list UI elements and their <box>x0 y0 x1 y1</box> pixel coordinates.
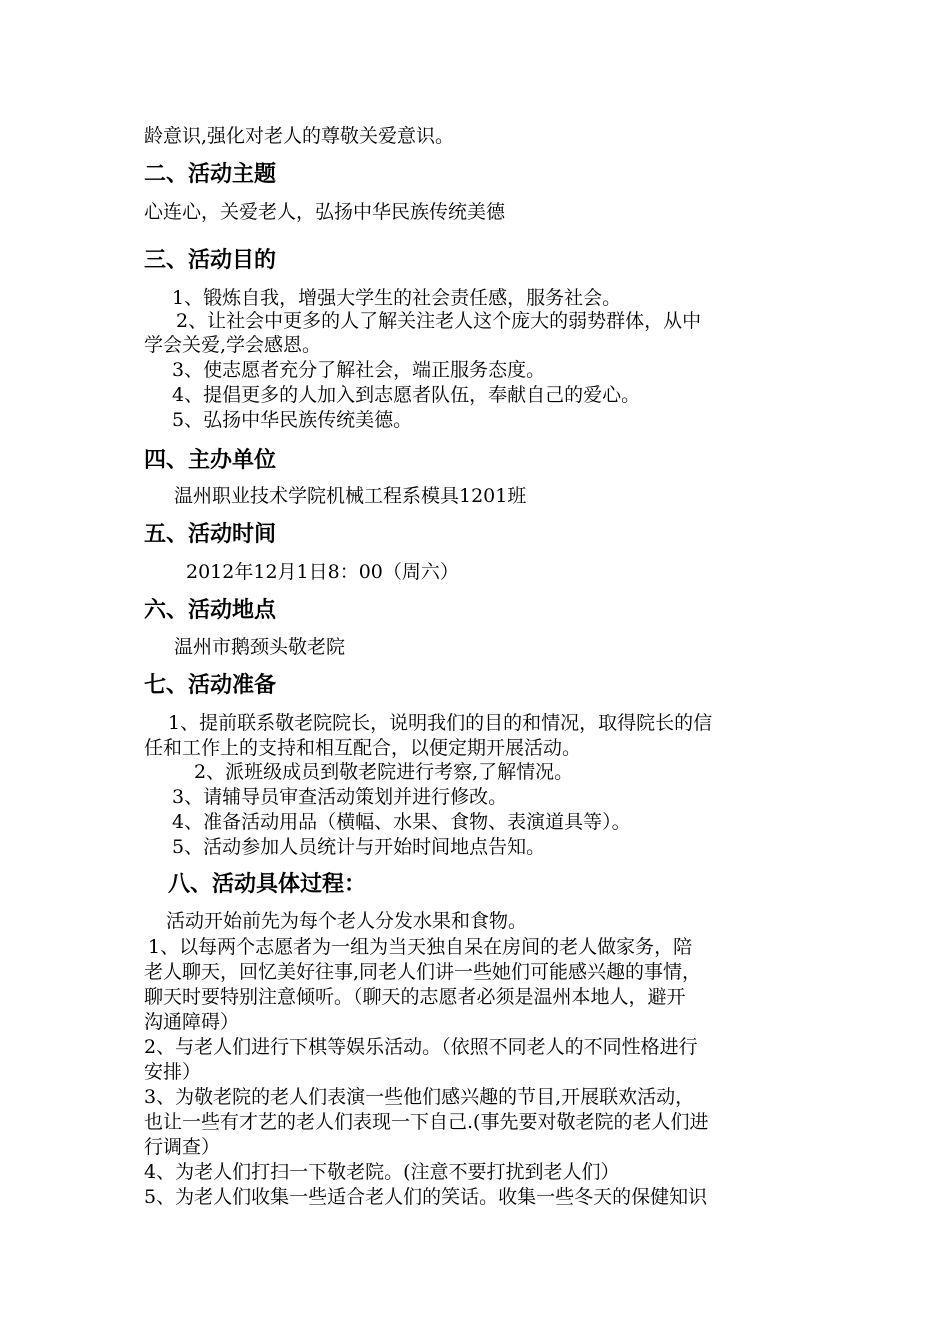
section-7-heading: 七、活动准备 <box>144 673 277 698</box>
section-8-line: 沟通障碍） <box>144 1011 240 1033</box>
section-4-text: 温州职业技术学院机械工程系模具1201班 <box>174 485 527 507</box>
section-5-heading: 五、活动时间 <box>144 522 277 547</box>
section-6-heading: 六、活动地点 <box>144 598 277 623</box>
section-8-line: 聊天时要特别注意倾听。（聊天的志愿者必须是温州本地人，避开 <box>144 986 686 1008</box>
section-8-line: 安排） <box>144 1061 202 1083</box>
section-8-line: 4、为老人们打扫一下敬老院。(注意不要打扰到老人们） <box>144 1161 620 1183</box>
section-3-item: 3、使志愿者充分了解社会，端正服务态度。 <box>172 359 546 381</box>
section-3-heading: 三、活动目的 <box>144 248 277 273</box>
section-3-item: 2、让社会中更多的人了解关注老人这个庞大的弱势群体，从中 <box>176 310 702 332</box>
section-8-line: 活动开始前先为每个老人分发水果和食物。 <box>166 910 528 932</box>
section-2-heading: 二、活动主题 <box>144 162 277 187</box>
section-8-line: 3、为敬老院的老人们表演一些他们感兴趣的节目,开展联欢活动， <box>144 1086 695 1108</box>
section-8-line: 老人聊天，回忆美好往事,同老人们讲一些她们可能感兴趣的事情， <box>144 961 702 983</box>
section-7-item: 任和工作上的支持和相互配合，以便定期开展活动。 <box>144 737 582 759</box>
section-3-item: 学会关爱,学会感恩。 <box>144 334 322 356</box>
section-5-text: 2012年12月1日8：00（周六） <box>186 561 459 583</box>
section-7-item: 1、提前联系敬老院院长，说明我们的目的和情况，取得院长的信 <box>168 712 713 734</box>
section-7-item: 5、活动参加人员统计与开始时间地点告知。 <box>172 836 546 858</box>
section-8-line: 5、为老人们收集一些适合老人们的笑话。收集一些冬天的保健知识 <box>144 1186 708 1208</box>
section-4-heading: 四、主办单位 <box>144 448 277 473</box>
section-7-item: 3、请辅导员审查活动策划并进行修改。 <box>172 786 508 808</box>
section-7-item: 4、准备活动用品（横幅、水果、食物、表演道具等）。 <box>172 811 631 833</box>
section-3-item: 1、锻炼自我，增强大学生的社会责任感，服务社会。 <box>172 287 622 309</box>
section-6-text: 温州市鹅颈头敬老院 <box>174 636 346 658</box>
section-7-item: 2、派班级成员到敬老院进行考察,了解情况。 <box>194 761 574 783</box>
section-8-heading: 八、活动具体过程： <box>168 872 367 897</box>
section-2-text: 心连心，关爱老人，弘扬中华民族传统美德 <box>144 201 506 223</box>
section-8-line: 1、以每两个志愿者为一组为当天独自呆在房间的老人做家务，陪 <box>148 936 693 958</box>
section-8-line: 2、与老人们进行下棋等娱乐活动。（依照不同老人的不同性格进行 <box>144 1036 698 1058</box>
section-3-item: 4、提倡更多的人加入到志愿者队伍，奉献自己的爱心。 <box>172 384 641 406</box>
section-3-item: 5、弘扬中华民族传统美德。 <box>172 409 413 431</box>
section-8-line: 也让一些有才艺的老人们表现一下自己.(事先要对敬老院的老人们进 <box>144 1111 709 1133</box>
intro-tail: 龄意识,强化对老人的尊敬关爱意识。 <box>144 125 455 147</box>
section-8-line: 行调查） <box>144 1136 221 1158</box>
